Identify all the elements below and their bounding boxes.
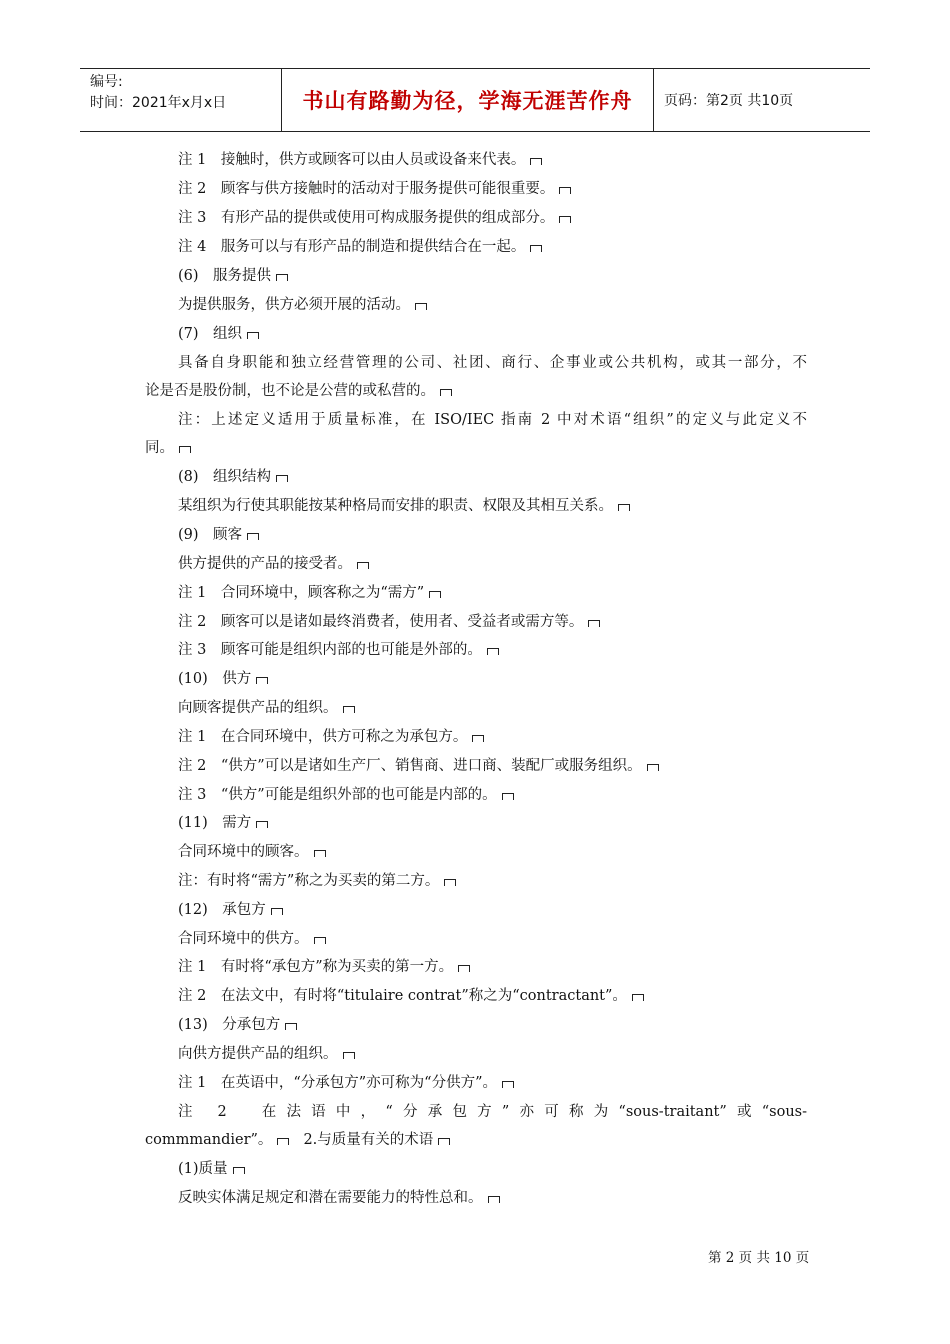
text-line: 合同环境中的供方。 xyxy=(178,929,326,949)
paragraph-mark-icon xyxy=(488,1196,500,1203)
text-line: 向供方提供产品的组织。 xyxy=(178,1044,355,1064)
text-line: 注 1 有时将“承包方”称为买卖的第一方。 xyxy=(178,957,470,977)
text-line: 注 4 服务可以与有形产品的制造和提供结合在一起。 xyxy=(178,237,542,257)
paragraph-mark-icon xyxy=(438,1138,450,1145)
text-line: 注 2 顾客可以是诸如最终消费者，使用者、受益者或需方等。 xyxy=(178,612,600,632)
paragraph-mark-icon xyxy=(429,591,441,598)
paragraph-mark-icon xyxy=(647,764,659,771)
paragraph-mark-icon xyxy=(343,706,355,713)
text-line: 注：上述定义适用于质量标准，在 ISO/IEC 指南 2 中对术语“组织”的定义与此定义不 xyxy=(178,412,807,428)
paragraph-mark-icon xyxy=(502,1081,514,1088)
paragraph-mark-icon xyxy=(487,648,499,655)
paragraph-mark-icon xyxy=(256,821,268,828)
paragraph-mark-icon xyxy=(276,475,288,482)
paragraph-mark-icon xyxy=(276,274,288,281)
paragraph-mark-icon xyxy=(415,303,427,310)
paragraph-mark-icon xyxy=(530,245,542,252)
page-footer: 第 2 页 共 10 页 xyxy=(708,1250,810,1266)
text-line: 注 3 有形产品的提供或使用可构成服务提供的组成部分。 xyxy=(178,208,571,228)
paragraph-mark-icon xyxy=(357,562,369,569)
text-line: 注 2 在法文中，有时将“titulaire contrat”称之为“contractant”。 xyxy=(178,986,644,1006)
text-line: 注 1 在合同环境中，供方可称之为承包方。 xyxy=(178,727,484,747)
text-line: 论是否是股份制，也不论是公营的或私营的。 xyxy=(145,381,452,401)
section-heading: (12) 承包方 xyxy=(178,900,283,920)
paragraph-mark-icon xyxy=(632,994,644,1001)
section-heading: (1)质量 xyxy=(178,1159,245,1179)
text-line: 注 1 在英语中，“分承包方”亦可称为“分供方”。 xyxy=(178,1073,514,1093)
section-heading: (13) 分承包方 xyxy=(178,1015,297,1035)
paragraph-mark-icon xyxy=(559,187,571,194)
paragraph-mark-icon xyxy=(233,1167,245,1174)
paragraph-mark-icon xyxy=(285,1023,297,1030)
text-line: 同。 xyxy=(145,438,191,458)
paragraph-mark-icon xyxy=(343,1052,355,1059)
section-heading: 2.与质量有关的术语 xyxy=(303,1132,434,1148)
text-line: 某组织为行使其职能按某种格局而安排的职责、权限及其相互关系。 xyxy=(178,496,630,516)
paragraph-mark-icon xyxy=(559,216,571,223)
paragraph-mark-icon xyxy=(247,332,259,339)
text-line: 注 1 接触时，供方或顾客可以由人员或设备来代表。 xyxy=(178,150,542,170)
paragraph-mark-icon xyxy=(247,533,259,540)
paragraph-mark-icon xyxy=(314,937,326,944)
header-page-info: 页码：第2页 共10页 xyxy=(664,93,794,109)
text-line: 注：有时将“需方”称之为买卖的第二方。 xyxy=(178,871,456,891)
paragraph-mark-icon xyxy=(256,677,268,684)
paragraph-mark-icon xyxy=(440,389,452,396)
paragraph-mark-icon xyxy=(458,965,470,972)
paragraph-mark-icon xyxy=(314,850,326,857)
page-header xyxy=(80,68,870,132)
section-heading: (7) 组织 xyxy=(178,324,259,344)
text-line: 注 1 合同环境中，顾客称之为“需方” xyxy=(178,583,441,603)
paragraph-mark-icon xyxy=(277,1138,289,1145)
section-heading: (10) 供方 xyxy=(178,669,268,689)
paragraph-mark-icon xyxy=(444,879,456,886)
document-time-label: 时间：2021年x月x日 xyxy=(90,95,227,111)
header-meta xyxy=(80,69,282,131)
paragraph-mark-icon xyxy=(530,158,542,165)
text-line: 向顾客提供产品的组织。 xyxy=(178,698,355,718)
section-heading: (6) 服务提供 xyxy=(178,266,288,286)
paragraph-mark-icon xyxy=(271,908,283,915)
paragraph-mark-icon xyxy=(179,446,191,453)
text-line: commmandier”。 2.与质量有关的术语 xyxy=(145,1130,450,1150)
text-line: 合同环境中的顾客。 xyxy=(178,842,326,862)
header-motto: 书山有路勤为径，学海无涯苦作舟 xyxy=(282,69,654,131)
document-number-label: 编号: xyxy=(90,74,123,90)
section-heading: (11) 需方 xyxy=(178,813,268,833)
paragraph-mark-icon xyxy=(502,793,514,800)
text-line: 为提供服务，供方必须开展的活动。 xyxy=(178,295,427,315)
text-line: 注 3 “供方”可能是组织外部的也可能是内部的。 xyxy=(178,785,514,805)
text-line: 供方提供的产品的接受者。 xyxy=(178,554,369,574)
paragraph-mark-icon xyxy=(588,620,600,627)
text-line: 注 2 “供方”可以是诸如生产厂、销售商、进口商、装配厂或服务组织。 xyxy=(178,756,659,776)
section-heading: (9) 顾客 xyxy=(178,525,259,545)
text-line: 注 2 顾客与供方接触时的活动对于服务提供可能很重要。 xyxy=(178,179,571,199)
text-line: 反映实体满足规定和潜在需要能力的特性总和。 xyxy=(178,1188,500,1208)
text-line: 注 3 顾客可能是组织内部的也可能是外部的。 xyxy=(178,640,499,660)
paragraph-mark-icon xyxy=(618,504,630,511)
text-line: 注 2 在法语中，“分承包方”亦可称为“sous-traitant”或“sous- xyxy=(178,1104,807,1120)
paragraph-mark-icon xyxy=(472,735,484,742)
text-line: 具备自身职能和独立经营管理的公司、社团、商行、企事业或公共机构，或其一部分，不 xyxy=(178,355,807,371)
section-heading: (8) 组织结构 xyxy=(178,467,288,487)
